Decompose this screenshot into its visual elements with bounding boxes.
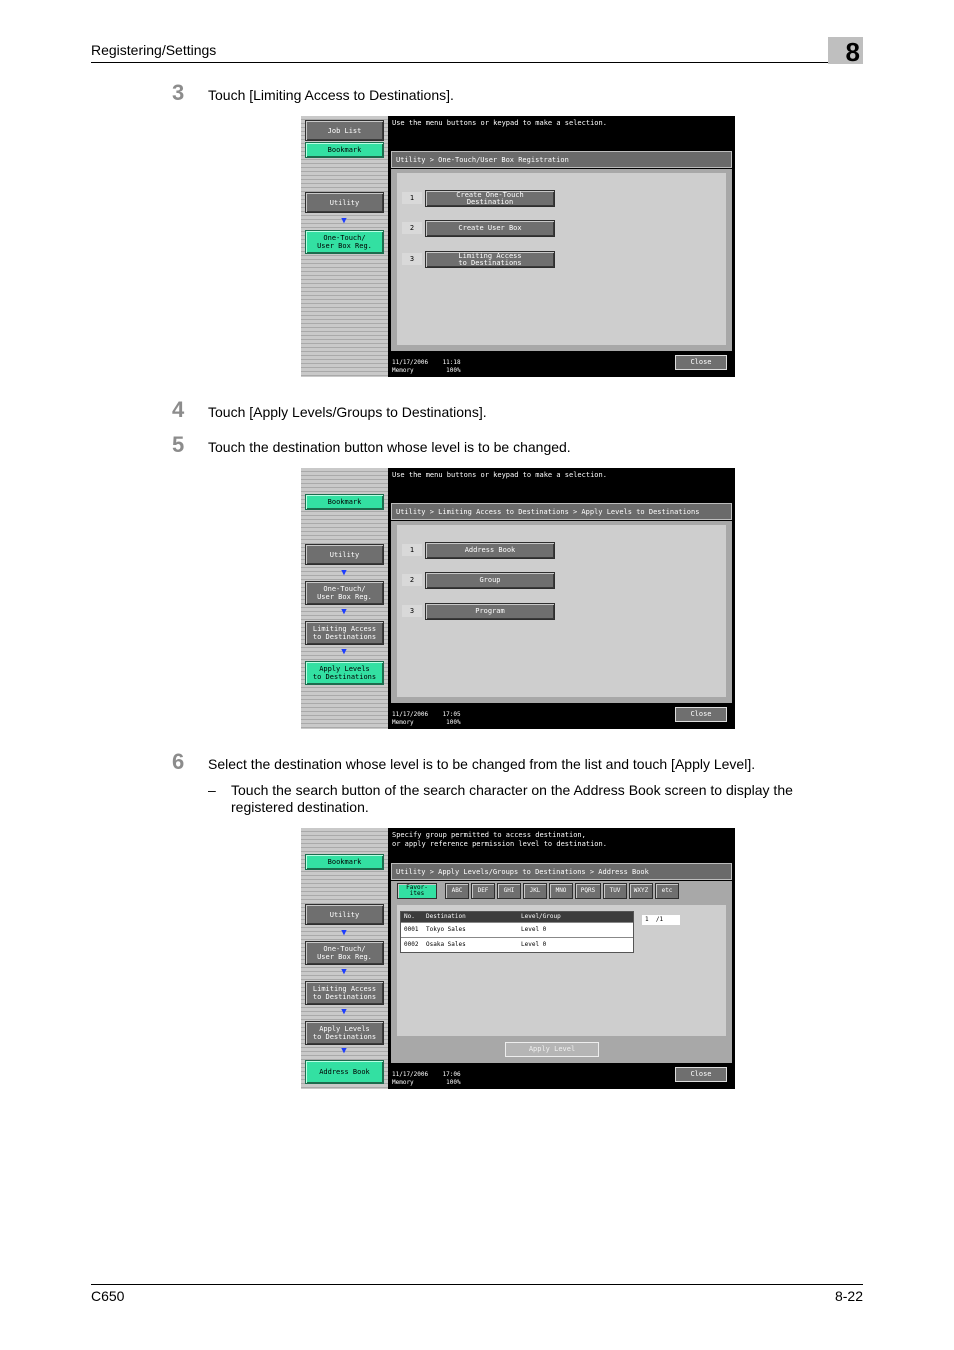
- footer-page-number: 8-22: [834, 1288, 863, 1304]
- utility-button[interactable]: Utility: [305, 544, 384, 565]
- sidebar: [301, 828, 388, 1089]
- bullet-text: Touch the search button of the search character on the Address Book screen to display the registered destination.: [231, 782, 793, 815]
- limiting-access-button[interactable]: Limiting Access to Destinations: [305, 621, 384, 645]
- breadcrumb: Utility > One-Touch/User Box Registration: [391, 151, 732, 168]
- group-button[interactable]: Group: [425, 572, 555, 589]
- main-area: [388, 116, 735, 377]
- down-arrow-icon: ▼: [341, 647, 347, 657]
- apply-levels-button[interactable]: Apply Levels to Destinations: [305, 1021, 384, 1045]
- tab-favorites[interactable]: Favor- ites: [397, 883, 437, 899]
- menu-number: 3: [402, 605, 422, 617]
- status-bar: 11/17/2006 11:18 Memory 100%: [392, 359, 461, 374]
- table-row[interactable]: [401, 937, 633, 952]
- running-header-title: Registering/Settings: [91, 42, 217, 58]
- address-book-button[interactable]: Address Book: [425, 542, 555, 559]
- bookmark-button[interactable]: Bookmark: [305, 854, 384, 870]
- instruction-message: Use the menu buttons or keypad to make a selection.: [392, 119, 607, 127]
- tab-pqrs[interactable]: PQRS: [575, 883, 601, 899]
- step-text: Touch [Apply Levels/Groups to Destinations].: [208, 404, 487, 420]
- header-rule: [91, 62, 863, 63]
- menu-number: 2: [402, 222, 422, 234]
- utility-button[interactable]: Utility: [305, 192, 384, 213]
- cell-destination: Tokyo Sales: [426, 926, 466, 933]
- onetouch-userbox-button[interactable]: One-Touch/ User Box Reg.: [305, 230, 384, 254]
- destination-table: [400, 911, 634, 953]
- address-book-button[interactable]: Address Book: [305, 1060, 384, 1084]
- cell-no: 0002: [404, 941, 419, 948]
- bullet-dash: –: [208, 782, 216, 798]
- tab-mno[interactable]: MNO: [549, 883, 573, 899]
- status-bar: 11/17/2006 17:05 Memory 100%: [392, 711, 461, 726]
- table-header: [401, 912, 633, 922]
- program-button[interactable]: Program: [425, 603, 555, 620]
- sidebar: [301, 468, 388, 729]
- step-number: 6: [172, 749, 185, 774]
- step-text: Touch the destination button whose level is to be changed.: [208, 439, 571, 455]
- content-area: [391, 169, 732, 351]
- apply-levels-button[interactable]: Apply Levels to Destinations: [305, 661, 384, 685]
- create-onetouch-button[interactable]: Create One-Touch Destination: [425, 190, 555, 207]
- step-text: Touch [Limiting Access to Destinations].: [208, 87, 454, 103]
- step-number: 3: [172, 80, 185, 105]
- breadcrumb: Utility > Limiting Access to Destinations > Apply Levels to Destinations: [391, 503, 732, 520]
- down-arrow-icon: ▼: [341, 928, 347, 938]
- page-indicator: 1 /1: [642, 915, 680, 925]
- down-arrow-icon: ▼: [341, 607, 347, 617]
- content-area: [391, 881, 732, 1063]
- down-arrow-icon: ▼: [341, 568, 347, 578]
- cell-no: 0001: [404, 926, 419, 933]
- down-arrow-icon: ▼: [341, 1046, 347, 1056]
- down-arrow-icon: ▼: [341, 216, 347, 226]
- tab-etc[interactable]: etc: [655, 883, 679, 899]
- cell-level: Level 0: [521, 941, 547, 948]
- chapter-badge: [828, 37, 863, 67]
- step-text: Select the destination whose level is to be changed from the list and touch [Apply Level].: [208, 756, 756, 772]
- close-button[interactable]: Close: [675, 707, 727, 722]
- limiting-access-button[interactable]: Limiting Access to Destinations: [305, 981, 384, 1005]
- instruction-message: Use the menu buttons or keypad to make a selection.: [392, 471, 607, 479]
- bookmark-button[interactable]: Bookmark: [305, 494, 384, 510]
- breadcrumb: Utility > Apply Levels/Groups to Destinations > Address Book: [391, 863, 732, 880]
- close-button[interactable]: Close: [675, 1067, 727, 1082]
- tab-abc[interactable]: ABC: [445, 883, 469, 899]
- step-number: 4: [172, 397, 185, 422]
- bookmark-button[interactable]: Bookmark: [305, 142, 384, 158]
- content-area: [391, 521, 732, 703]
- close-button[interactable]: Close: [675, 355, 727, 370]
- instruction-message: Specify group permitted to access destination, or apply reference permission level to destination.: [392, 831, 607, 848]
- menu-number: 1: [402, 192, 422, 204]
- tab-tuv[interactable]: TUV: [603, 883, 627, 899]
- chapter-number: 8: [845, 37, 860, 67]
- col-destination: Destination: [426, 913, 466, 920]
- utility-button[interactable]: Utility: [305, 904, 384, 925]
- screenshot-apply-levels: [301, 468, 735, 729]
- create-user-box-button[interactable]: Create User Box: [425, 220, 555, 237]
- step-number: 5: [172, 432, 185, 457]
- pager-panel: [638, 911, 684, 979]
- menu-number: 3: [402, 253, 422, 265]
- table-row[interactable]: [401, 922, 633, 937]
- main-area: [388, 468, 735, 729]
- footer-rule: [91, 1284, 863, 1285]
- down-arrow-icon: ▼: [341, 967, 347, 977]
- menu-number: 2: [402, 574, 422, 586]
- screenshot-onetouch-registration: [301, 116, 735, 377]
- cell-level: Level 0: [521, 926, 547, 933]
- screenshot-address-book: [301, 828, 735, 1089]
- cell-destination: Osaka Sales: [426, 941, 466, 948]
- menu-number: 1: [402, 544, 422, 556]
- limiting-access-button[interactable]: Limiting Access to Destinations: [425, 251, 555, 268]
- tab-wxyz[interactable]: WXYZ: [629, 883, 653, 899]
- onetouch-userbox-button[interactable]: One-Touch/ User Box Reg.: [305, 581, 384, 605]
- tab-ghi[interactable]: GHI: [497, 883, 521, 899]
- status-bar: 11/17/2006 17:06 Memory 100%: [392, 1071, 461, 1086]
- tab-jkl[interactable]: JKL: [523, 883, 547, 899]
- col-no: No.: [404, 913, 415, 920]
- job-list-button[interactable]: Job List: [305, 120, 384, 141]
- tab-def[interactable]: DEF: [471, 883, 495, 899]
- apply-level-button[interactable]: Apply Level: [505, 1042, 599, 1057]
- footer-model: C650: [91, 1288, 125, 1304]
- down-arrow-icon: ▼: [341, 1007, 347, 1017]
- col-level-group: Level/Group: [521, 913, 561, 920]
- main-area: [388, 828, 735, 1089]
- onetouch-userbox-button[interactable]: One-Touch/ User Box Reg.: [305, 941, 384, 965]
- sidebar: [301, 116, 388, 377]
